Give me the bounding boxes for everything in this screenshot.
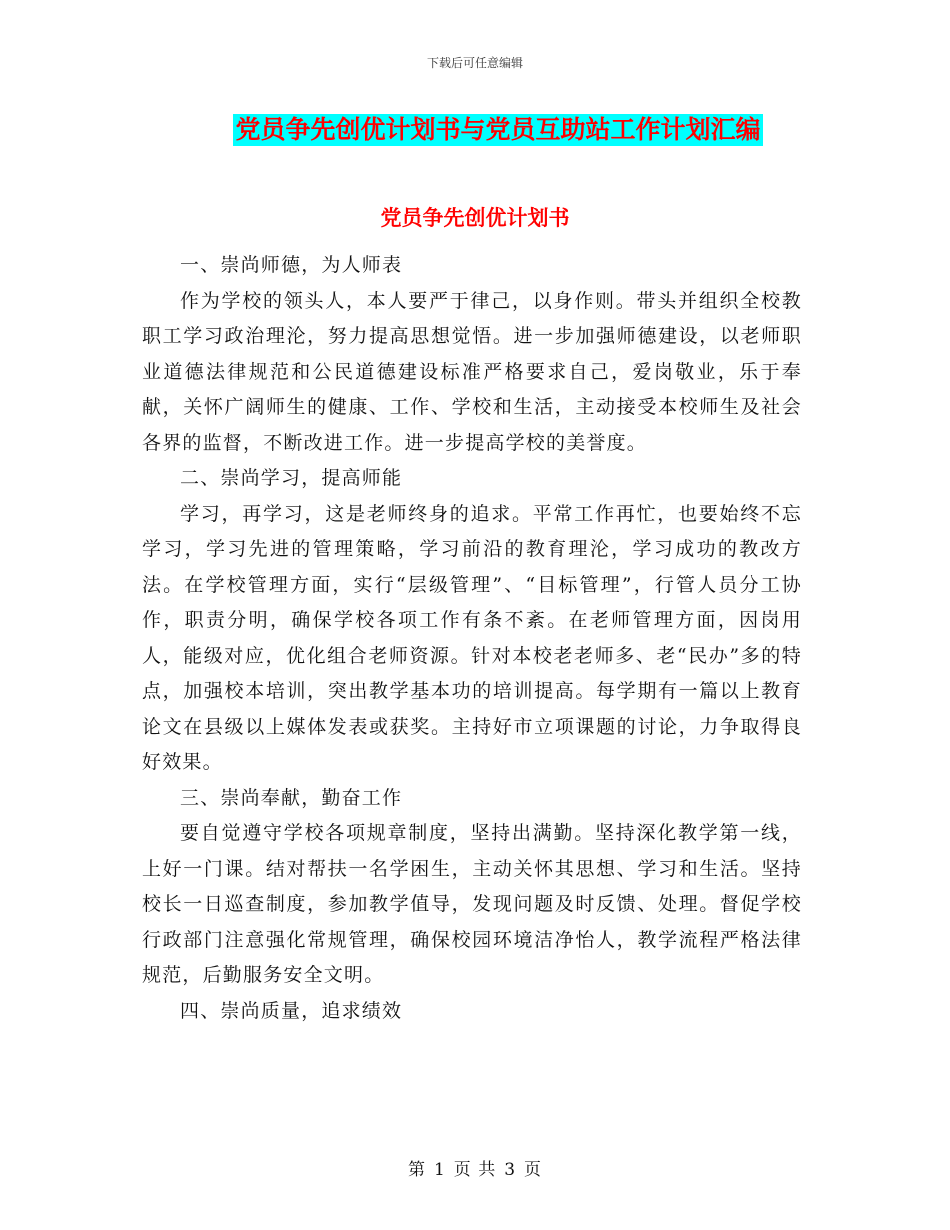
paragraph-2: 学习，再学习，这是老师终身的追求。平常工作再忙，也要始终不忘学习，学习先进的管理策略，学习前沿的教育理沦，学习成功的教改方法。在学校管理方面，实行“层级管理”、“目标管理”，行管人员分工协作，职责分明，确保学校各项工作有条不紊。在老师管理方面，因岗用人，能级对应，优化组合老师资源。针对本校老老师多、老“民办”多的特点，加强校本培训，突出教学基本功的培训提高。每学期有一篇以上教育论文在县级以上媒体发表或获奖。主持好市立项课题的讨论，力争取得良好效果。	[142, 502, 802, 773]
paragraph-1: 作为学校的领头人，本人要严于律己，以身作则。带头并组织全校教职工学习政治理沦，努力提高思想觉悟。进一步加强师德建设，以老师职业道德法律规范和公民道德建设标准严格要求自己，爱岗敬业，乐于奉献，关怀广阔师生的健康、工作、学校和生活，主动接受本校师生及社会各界的监督，不断改进工作。进一步提高学校的美誉度。	[142, 289, 802, 454]
section-title: 党员争先创优计划书	[380, 206, 570, 230]
page-mid: 页 共	[453, 1160, 497, 1180]
heading-3: 三、崇尚奉献，勤奋工作	[180, 786, 403, 809]
heading-1: 一、崇尚师德，为人师表	[180, 254, 403, 276]
paragraph-3: 要自觉遵守学校各项规章制度，坚持出满勤。坚持深化教学第一线，上好一门课。结对帮扶一名学困生，主动关怀其思想、学习和生活。坚持校长一日巡查制度，参加教学值导，发现问题及时反馈、处理。督促学校行政部门注意强化常规管理，确保校园环境洁净怡人，教学流程严格法律规范，后勤服务安全文明。	[142, 822, 802, 986]
main-title-container	[0, 114, 950, 146]
page-prefix: 第	[407, 1160, 426, 1180]
main-title: 党员争先创优计划书与党员互助站工作计划汇编	[235, 115, 761, 144]
page-total: 3	[504, 1160, 517, 1180]
heading-2: 二、崇尚学习，提高师能	[180, 467, 403, 489]
page-suffix: 页	[524, 1160, 543, 1180]
header-note: 下载后可任意编辑	[426, 56, 523, 70]
heading-4: 四、崇尚质量，追求绩效	[180, 999, 403, 1022]
document-body	[142, 248, 802, 1029]
page-footer	[0, 1155, 950, 1180]
page-number: 1	[433, 1160, 446, 1180]
